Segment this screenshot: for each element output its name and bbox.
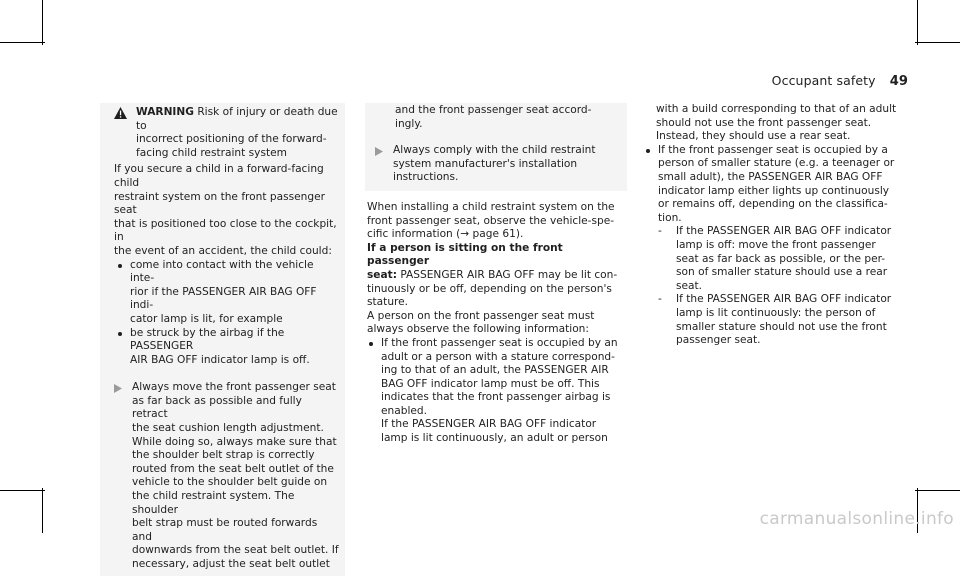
- warning-text: WARNING Risk of injury or death due to incorrect positioning of the forward- facing child restraint system: [136, 106, 338, 159]
- play-arrow-icon: [375, 147, 383, 156]
- crop-mark: [917, 0, 918, 45]
- sub-list-item: - If the PASSENGER AIR BAG OFF indicator lamp is lit continuously: the person of smaller stature should not use the front passenger seat.: [658, 293, 892, 347]
- instruction-step: Always move the front passenger seat as far back as possible and fully retract the seat cushion length adjustment. While doing so, always make sure that the shoulder belt strap is correctly routed from the seat belt outlet of the vehicle to the shoulder belt guide on the child restraint system. The shoulder belt strap must be routed forwards and downwards from the seat belt outlet. If necessary, adjust the seat belt outlet: [114, 381, 339, 571]
- paragraph: If a person is sitting on the front passenger seat: PASSENGER AIR BAG OFF may be lit con- tinuously or be off, depending on the person's stature.: [367, 241, 618, 309]
- paragraph: with a build corresponding to that of an adult should not use the front passenger seat. Instead, they should use a rear seat.: [656, 103, 897, 143]
- paragraph: When installing a child restraint system on the front passenger seat, observe the vehicle-spe- cific information (→ page 61).: [367, 200, 615, 241]
- bullet-icon: [118, 332, 122, 336]
- list-item: be struck by the airbag if the PASSENGER AIR BAG OFF indicator lamp is off.: [114, 327, 339, 368]
- crop-mark: [42, 0, 43, 45]
- page-header: [772, 73, 908, 89]
- dash-icon: -: [658, 293, 662, 306]
- warning-intro: If you secure a child in a forward-facing child restraint system on the front passenger seat that is positioned too close to the cockpit, in the event of an accident, the child could:: [114, 163, 337, 257]
- crop-mark: [915, 42, 960, 43]
- instruction-step: Always comply with the child restraint system manufacturer's installation instructions.: [375, 144, 621, 185]
- bullet-icon: [118, 264, 122, 268]
- sub-list-item: - If the PASSENGER AIR BAG OFF indicator lamp is off: move the front passenger seat as far back as possible, or the per- son of smaller stature should use a rear seat.: [658, 225, 892, 292]
- dash-icon: -: [658, 225, 662, 238]
- column-3: [642, 103, 904, 348]
- warning-icon: [114, 107, 127, 119]
- crop-mark: [42, 488, 43, 533]
- warning-label: WARNING: [136, 106, 194, 118]
- column-2: [365, 103, 627, 446]
- list-item: come into contact with the vehicle inte- rior if the PASSENGER AIR BAG OFF indi- cator lamp is lit, for example: [114, 259, 339, 327]
- bullet-icon: [369, 342, 373, 346]
- list-item: If the front passenger seat is occupied by a person of smaller stature (e.g. a teenager or small adult), the PASSENGER AIR BAG OFF indicator lamp either lights up continuously or remains off, depending on the classifica- tion.: [642, 144, 904, 226]
- column-1: [100, 103, 345, 576]
- crop-mark: [0, 42, 45, 43]
- watermark: carmanualsonline.info: [759, 509, 954, 529]
- list-item: If the front passenger seat is occupied by an adult or a person with a stature correspond- ing to that of an adult, the PASSENGER AIR BAG OFF indicator lamp must be off. This indicates that the front passenger airbag is enabled. If the PASSENGER AIR BAG OFF indicator lamp is lit continuously, an adult or person: [365, 337, 627, 446]
- warning-continuation: and the front passenger seat accord- ingly. Always comply with the child restraint system manufacturer's installation instructions.: [365, 103, 627, 191]
- warning-box: [100, 103, 345, 576]
- section-title: Occupant safety: [771, 73, 876, 88]
- crop-mark: [0, 490, 45, 491]
- bullet-icon: [646, 149, 650, 153]
- play-arrow-icon: [114, 384, 122, 393]
- page-number: 49: [889, 74, 908, 89]
- crop-mark: [915, 490, 960, 491]
- paragraph: A person on the front passenger seat must always observe the following information:: [367, 309, 595, 336]
